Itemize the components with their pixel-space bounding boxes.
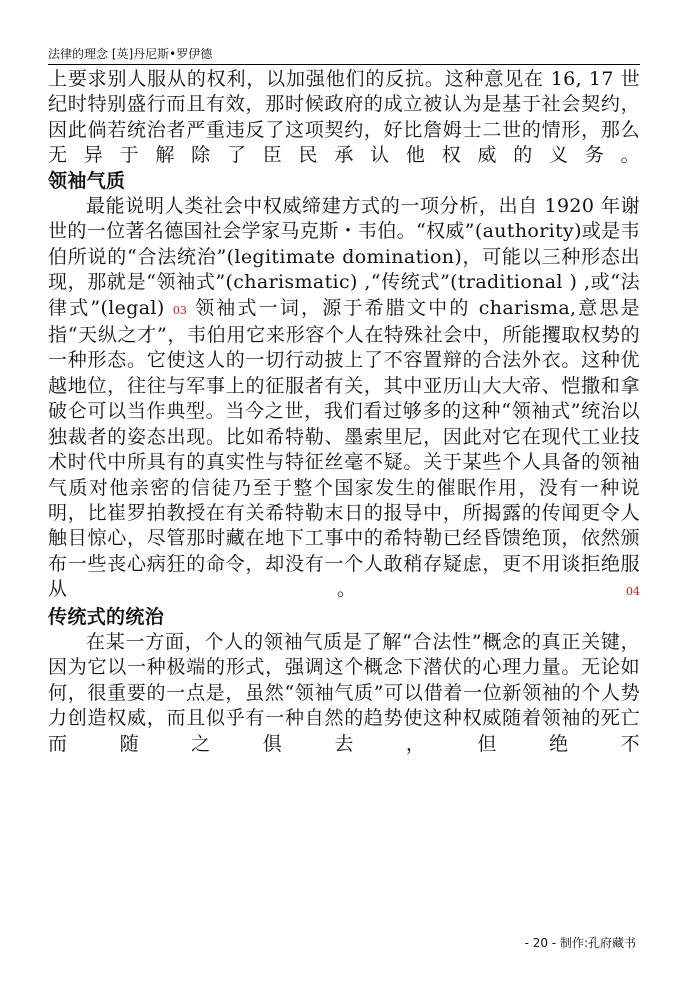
paragraph-charisma	[48, 194, 640, 605]
paragraph-traditional: 在某一方面，个人的领袖气质是了解“合法性”概念的真正关键，因为它以一种极端的形式，强调这个概念下潜伏的心理力量。无论如何，很重要的一点是，虽然“领袖气质”可以借着一位新领袖的个人势力创造权威，而且似乎有一种自然的趋势使这种权威随着领袖的死亡而随之俱去，但绝不	[48, 630, 640, 755]
paragraph-charisma-part-1: 最能说明人类社会中权威缔建方式的一项分析，出自 1920 年谢世的一位著名德国社会学家马克斯・韦伯。“权威”(authority)或是韦伯所说的“合法统治”(legitimate domination)，可能以三种形态出现，那就是“领袖式”(charismatic) ,“传统式”(traditional ) ,或“法律式”(legal)	[48, 195, 640, 319]
header-divider	[48, 64, 640, 65]
running-header: 法律的理念 [英]丹尼斯•罗伊德	[48, 47, 213, 61]
paragraph-charisma-part-2: 领袖式一词，源于希腊文中的 charisma,意思是指“天纵之才”，韦伯用它来形容个人在特殊社会中，所能攫取权势的一种形态。它使这人的一切行动披上了不容置辩的合法外衣。这种优越地位，往往与军事上的征服者有关，其中亚历山大大帝、恺撒和拿破仑可以当作典型。当今之世，我们看过够多的这种“领袖式”统治以独裁者的姿态出现。比如希特勒、墨索里尼，因此对它在现代工业技术时代中所具有的真实性与特征丝毫不疑。关于某些个人具备的领袖气质对他亲密的信徒乃至于整个国家发生的催眠作用，没有一种说明，比崔罗拍教授在有关希特勒末日的报导中，所揭露的传闻更令人触目惊心，尽管那时藏在地下工事中的希特勒已经昏馈绝顶，依然颁布一些丧心病狂的命令，却没有一个人敢稍存疑虑，更不用谈拒绝服从。	[48, 296, 640, 601]
section-heading-traditional: 传统式的统治	[48, 605, 165, 628]
section-heading-charisma: 领袖气质	[48, 169, 126, 192]
footnote-marker-04[interactable]: 04	[626, 585, 640, 599]
footnote-marker-03[interactable]: 03	[172, 303, 187, 317]
paragraph-intro: 上要求别人服从的权利，以加强他们的反抗。这种意见在 16, 17 世纪时特别盛行而且有效，那时候政府的成立被认为是基于社会契约，因此倘若统治者严重违反了这项契约，好比詹姆士二世的情形，那么无异于解除了臣民承认他权威的义务。	[48, 68, 640, 167]
page-footer: - 20 - 制作:孔府藏书	[524, 936, 636, 950]
page-body	[48, 67, 640, 757]
